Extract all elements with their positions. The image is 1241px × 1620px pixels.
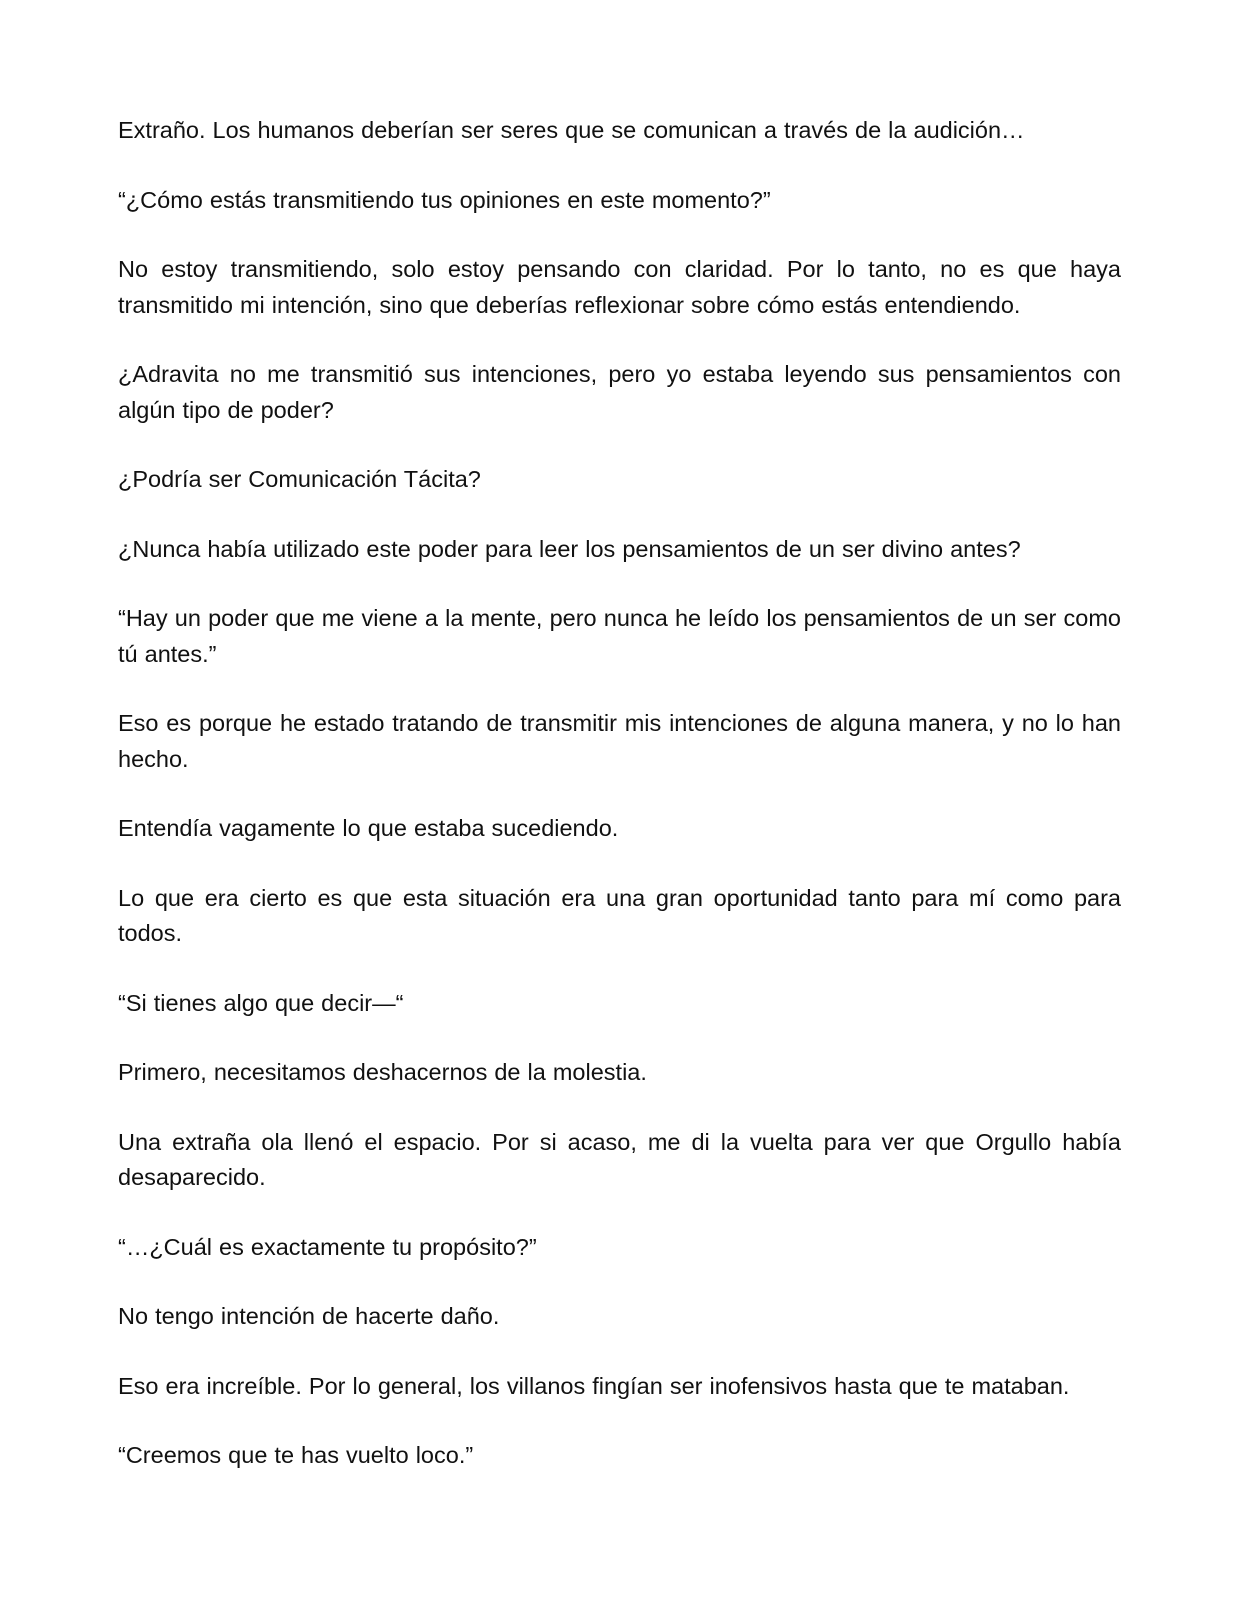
paragraph: “Hay un poder que me viene a la mente, pero nunca he leído los pensamientos de un ser como tú antes.” (118, 605, 1121, 667)
paragraph: Eso es porque he estado tratando de transmitir mis intenciones de alguna manera, y no lo han hecho. (118, 710, 1121, 772)
paragraph: “…¿Cuál es exactamente tu propósito?” (118, 1233, 537, 1260)
paragraph: No estoy transmitiendo, solo estoy pensando con claridad. Por lo tanto, no es que haya transmitido mi intención, sino que deberías reflexionar sobre cómo estás entendiendo. (118, 256, 1121, 318)
paragraph: No tengo intención de hacerte daño. (118, 1303, 500, 1329)
paragraph: “Creemos que te has vuelto loco.” (118, 1442, 474, 1468)
body-text (118, 113, 1121, 1508)
paragraph: Entendía vagamente lo que estaba sucediendo. (118, 815, 619, 841)
paragraph: ¿Adravita no me transmitió sus intenciones, pero yo estaba leyendo sus pensamientos con algún tipo de poder? (118, 361, 1121, 423)
paragraph: “Si tienes algo que decir—“ (118, 989, 404, 1016)
paragraph: Lo que era cierto es que esta situación era una gran oportunidad tanto para mí como para todos. (118, 884, 1121, 946)
paragraph: ¿Podría ser Comunicación Tácita? (118, 466, 481, 492)
paragraph: Primero, necesitamos deshacernos de la molestia. (118, 1059, 647, 1085)
paragraph: Extraño. Los humanos deberían ser seres que se comunican a través de la audición… (118, 117, 1025, 143)
paragraph: Eso era increíble. Por lo general, los villanos fingían ser inofensivos hasta que te mataban. (118, 1372, 1070, 1399)
paragraph: ¿Nunca había utilizado este poder para leer los pensamientos de un ser divino antes? (118, 535, 1021, 562)
paragraph: Una extraña ola llenó el espacio. Por si acaso, me di la vuelta para ver que Orgullo había desaparecido. (118, 1128, 1121, 1190)
paragraph: “¿Cómo estás transmitiendo tus opiniones en este momento?” (118, 186, 771, 213)
